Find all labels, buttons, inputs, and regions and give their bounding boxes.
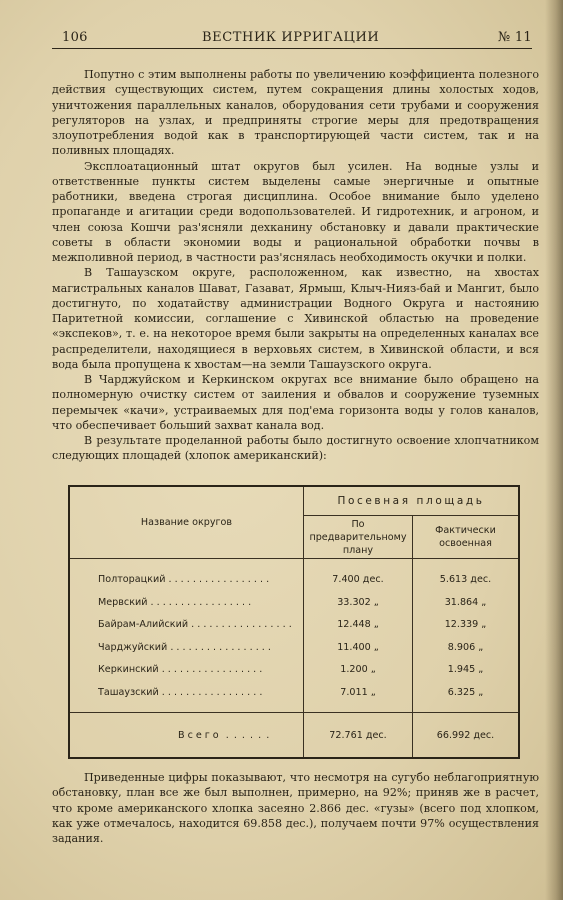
body-text [52, 67, 539, 464]
district-name: Керкинский . . . . . . . . . . . . . . . . . [98, 664, 263, 676]
data-table [68, 485, 520, 759]
page-number: 106 [62, 30, 88, 45]
header-rule [52, 48, 532, 49]
closing-text [52, 770, 539, 846]
plan-values [304, 569, 412, 705]
district-name: Байрам-Алийский . . . . . . . . . . . . . . . . . [98, 619, 292, 631]
district-name: Чарджуйский . . . . . . . . . . . . . . . . . [98, 641, 271, 653]
issue-number: № 11 [497, 30, 532, 45]
fact-value: 1.945 „ [447, 664, 484, 676]
paragraph: Попутно с этим выполнены работы по увеличению коэффициента полезного действия существующих систем, путем сокращения длины холостых ходов, уничтожения параллельных каналов, оборудования сети трубами и сооружения регуляторов на узлах, и предприняты строгие меры для предотвращения злоупотребления водой как в транспортирующей части систем, так и на поливных площадях. [52, 68, 539, 158]
journal-title: ВЕСТНИК ИРРИГАЦИИ [202, 30, 380, 45]
column-group-header: Посевная площадь [303, 486, 519, 516]
plan-value: 7.400 дес. [332, 574, 384, 585]
plan-value: 12.448 „ [337, 619, 379, 631]
fact-value: 8.906 „ [447, 641, 484, 653]
paragraph: Приведенные цифры показывают, что несмотря на сугубо неблагоприятную обстановку, план все же был выполнен, примерно, на 92%; приняв же в расчет, что кроме американского хлопка засеяно 2.866 дес. «гузы» (всего под хлопком, как уже отмечалось, находится 69.858 дес.), получаем почти 97% осуществления задания. [52, 771, 539, 846]
district-name: Мервский . . . . . . . . . . . . . . . . . [98, 596, 252, 608]
paragraph: В результате проделанной работы было достигнуто освоение хлопчатником следующих площадей (хлопок американский): [52, 434, 539, 463]
column-header-fact: Фактически освоенная [412, 516, 519, 559]
district-names-cell [69, 559, 303, 713]
paragraph: В Ташаузском округе, расположенном, как известно, на хвостах магистральных каналов Шават, Газават, Ярмыш, Клыч-Нияз-бай и Мангит, было достигнуто, по ходатайству администрации Водного Округа и настоянию Паритетной комиссии, соглашение с Хивинской областью на проведение «экспеков», т. е. на некоторое время были закрыты на определенных каналах все распределители, находящиеся в верховьях систем, в Хивинской области, и вся вода была пропущена к хвостам—на земли Ташаузского округа. [52, 266, 539, 371]
fact-values-cell [412, 559, 519, 713]
plan-value: 33.302 „ [337, 596, 379, 608]
total-label: Всего . . . . . . [69, 713, 303, 759]
total-label-text: Всего [178, 729, 222, 741]
cotton-area-table [68, 485, 520, 759]
running-header [52, 30, 532, 50]
plan-value: 1.200 „ [340, 664, 376, 676]
fact-value: 31.864 „ [444, 596, 487, 608]
paragraph: В Чарджуйском и Керкинском округах все внимание было обращено на полномерную очистку систем от заиления и обвалов и сооружение туземных перемычек «качи», устраиваемых для под'ема горизонта воды у голов каналов, что обеспечивает больший захват канала вод. [52, 373, 539, 432]
fact-values [413, 569, 518, 705]
plan-value: 11.400 „ [337, 641, 379, 653]
district-names [70, 569, 303, 705]
fact-value: 12.339 „ [444, 619, 487, 631]
plan-value: 7.011 „ [340, 686, 376, 698]
total-fact: 66.992 дес. [412, 713, 519, 759]
district-name: Полторацкий . . . . . . . . . . . . . . . . . [98, 574, 270, 585]
page-spine-shadow [545, 0, 563, 900]
fact-value: 6.325 „ [447, 686, 484, 698]
total-plan: 72.761 дес. [303, 713, 412, 759]
fact-value: 5.613 дес. [439, 574, 492, 585]
paragraph: Эксплоатационный штат округов был усилен. На водные узлы и ответственные пункты систем выделены самые энергичные и опытные работники, введена строгая дисциплина. Особое внимание было уделено пропаганде и агитации среди водопользователей. И гидротехник, и агроном, и член союза Кошчи раз'ясняли дехканину обстановку и давали практические советы в области экономии воды и рациональной обработки почвы в межполивной период, в частности раз'яснялась необходимость окучки и полки. [52, 159, 539, 264]
column-header-plan: По предварительному плану [303, 516, 412, 559]
plan-values-cell [303, 559, 412, 713]
column-header-district: Название округов [69, 486, 303, 559]
district-name: Ташаузский . . . . . . . . . . . . . . . . . [98, 686, 263, 698]
